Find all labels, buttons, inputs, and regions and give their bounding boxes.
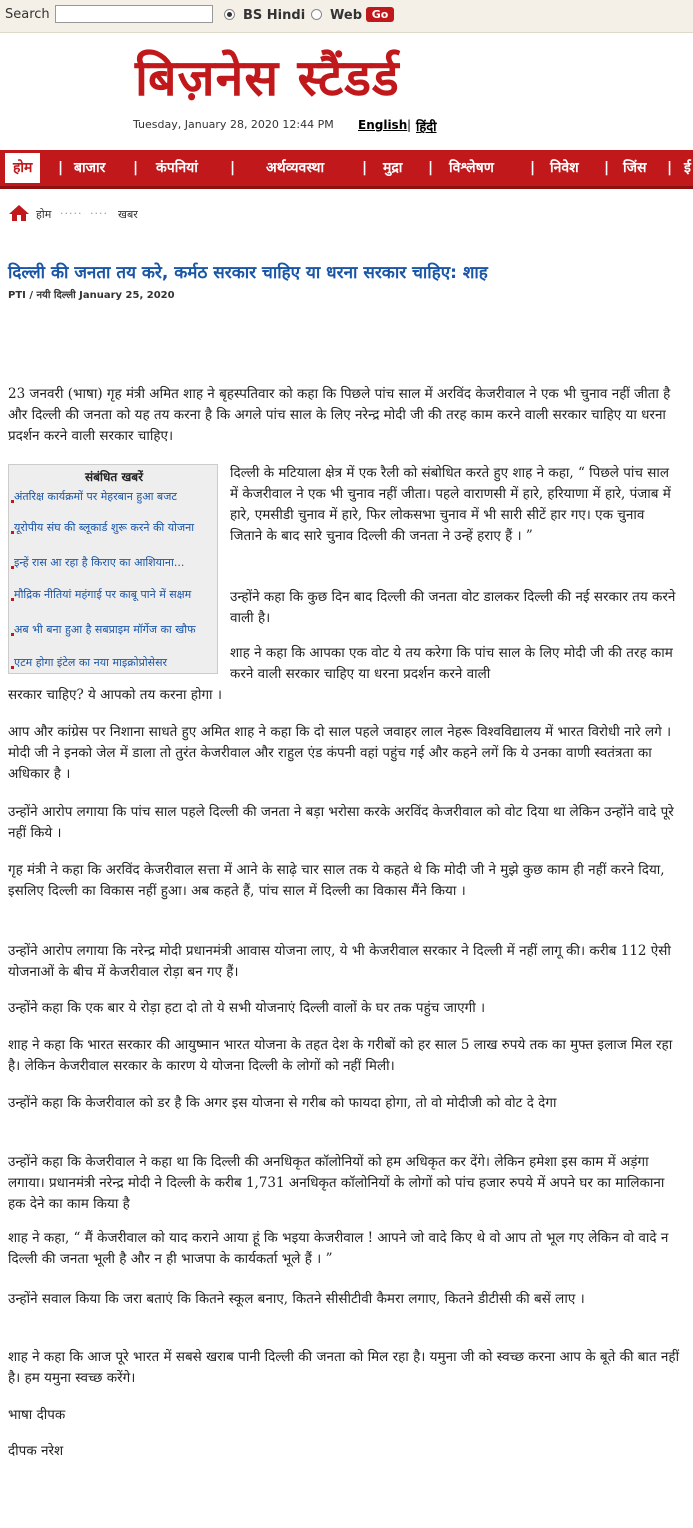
article-paragraph: उन्होंने आरोप लगाया कि नरेन्द्र मोदी प्रधानमंत्री आवास योजना लाए, ये भी केजरीवाल सरकार ने दिल्ली में नहीं लागू की। करीब 112 ऐसी योजनाओं के बीच में केजरीवाल रोड़ा बन गए हैं।	[8, 943, 671, 980]
article-byline: PTI / नयी दिल्ली January 25, 2020	[8, 290, 175, 301]
related-news-link[interactable]: यूरोपीय संघ की ब्लूकार्ड शुरू करने की योजना	[14, 520, 217, 535]
nav-investment[interactable]: निवेश	[550, 160, 579, 176]
nav-separator: |	[428, 160, 434, 176]
article-paragraph: शाह ने कहा कि आपका एक वोट ये तय करेगा कि पांच साल के लिए मोदी जी की तरह काम करने वाली सरकार चाहिए या धरना प्रदर्शन करने वाली	[230, 645, 673, 682]
nav-economy[interactable]: अर्थव्यवस्था	[266, 160, 325, 176]
related-news-link[interactable]: अंतरिक्ष कार्यक्रमों पर मेहरबान हुआ बजट	[14, 489, 217, 504]
article-paragraph: आप और कांग्रेस पर निशाना साधते हुए अमित शाह ने कहा कि दो साल पहले जवाहर लाल नेहरू विश्वविद्यालय में भारत विरोधी नारे लगे । मोदी जी ने इनको जेल में डाला तो तुरंत केजरीवाल और राहुल एंड कंपनी वहां पहुंच गई और कहने लगें कि ये उनका वाणी स्वतंत्रता का अधिकार है ।	[8, 724, 672, 782]
lang-separator: |	[407, 118, 412, 132]
article-paragraph: उन्होंने कहा कि केजरीवाल को डर है कि अगर इस योजना से गरीब को फायदा होगा, तो वो मोदीजी को वोट दे देगा	[8, 1095, 557, 1111]
article-paragraph: उन्होंने आरोप लगाया कि पांच साल पहले दिल्ली की जनता ने बड़ा भरोसा करके अरविंद केजरीवाल को वोट दिया था लेकिन उन्होंने वादे पूरे नहीं किये ।	[8, 804, 674, 841]
related-news-link[interactable]: एटम होगा इंटेल का नया माइक्रोप्रोसेसर	[14, 655, 217, 670]
article-paragraph: गृह मंत्री ने कहा कि अरविंद केजरीवाल सत्ता में आने के साढ़े चार साल तक ये कहते थे कि मोदी जी ने मुझे कुछ काम ही नहीं करने दिया, इसलिए दिल्ली का विकास नहीं हुआ। अब कहते हैं, पांच साल में दिल्ली का विकास मैंने किया ।	[8, 862, 665, 899]
nav-separator: |	[530, 160, 536, 176]
breadcrumb-home[interactable]: होम	[36, 208, 52, 221]
site-logo[interactable]: बिज़नेस स्टैंडर्ड	[135, 48, 400, 107]
related-news-link[interactable]: मौद्रिक नीतियां महंगाई पर काबू पाने में सक्षम	[14, 587, 217, 602]
article-paragraph: उन्होंने कहा कि एक बार ये रोड़ा हटा दो तो ये सभी योजनाएं दिल्ली वालों के घर तक पहुंच जाएगी ।	[8, 1000, 486, 1016]
related-news-box	[8, 464, 218, 674]
main-nav	[0, 150, 693, 189]
nav-separator: |	[230, 160, 236, 176]
nav-commodities[interactable]: जिंस	[623, 160, 647, 176]
breadcrumb-dots: ·····	[60, 207, 83, 220]
article-paragraph: शाह ने कहा कि भारत सरकार की आयुष्मान भारत योजना के तहत देश के गरीबों को हर साल 5 लाख रुपये तक का मुफ्त इलाज मिल रहा है। लेकिन केजरीवाल सरकार के कारण ये योजना दिल्ली के लोगों को नहीं मिली।	[8, 1037, 673, 1074]
date-time: Tuesday, January 28, 2020 12:44 PM	[133, 118, 334, 131]
article-paragraph: सरकार चाहिए? ये आपको तय करना होगा ।	[8, 687, 222, 703]
related-news-title: संबंधित खबरें	[84, 470, 144, 484]
search-input[interactable]	[55, 5, 213, 23]
breadcrumb-current: खबर	[118, 208, 138, 221]
nav-separator: |	[58, 160, 64, 176]
radio-web[interactable]	[311, 9, 322, 20]
breadcrumb-dots: ····	[90, 207, 108, 220]
go-button[interactable]: Go	[366, 7, 394, 22]
search-label: Search	[5, 7, 50, 22]
nav-currency[interactable]: मुद्रा	[383, 160, 403, 176]
article-signoff: भाषा दीपक	[8, 1407, 66, 1423]
article-paragraph: उन्होंने कहा कि केजरीवाल ने कहा था कि दिल्ली की अनधिकृत कॉलोनियों को हम अधिकृत कर देंगे। लेकिन हमेशा इस काम में अड़ंगा लगाया। प्रधानमंत्री नरेन्द्र मोदी ने दिल्ली के करीब 1,731 अनधिकृत कॉलोनियों के लोगों को पांच हजार रुपये में अपने घर का मालिकाना हक देने का काम किया है	[8, 1154, 665, 1212]
nav-home[interactable]: होम	[5, 153, 40, 183]
article-paragraph: उन्होंने कहा कि कुछ दिन बाद दिल्ली की जनता वोट डालकर दिल्ली की नई सरकार तय करने वाली है।	[230, 589, 676, 626]
radio-bs-hindi-label[interactable]: BS Hindi	[243, 8, 306, 23]
lang-english-link[interactable]: English	[358, 118, 408, 132]
related-news-link[interactable]: इन्हें रास आ रहा है किराए का आशियाना...	[14, 555, 217, 570]
search-bar	[0, 0, 693, 33]
nav-market[interactable]: बाजार	[74, 160, 106, 176]
nav-more[interactable]: ई	[684, 160, 691, 176]
article-paragraph: दिल्ली के मटियाला क्षेत्र में एक रैली को संबोधित करते हुए शाह ने कहा, “ पिछले पांच साल में केजरीवाल ने एक भी चुनाव नहीं जीता। पहले वाराणसी में हारे, हरियाणा में हारे, पंजाब में हारे, एमसीडी चुनाव में हारे, फिर लोकसभा चुनाव में भी सारी सीटें हार गए। एक चुनाव जिताने के बाद सारे चुनाव दिल्ली की जनता ने उन्हें हराए हैं । ”	[230, 465, 671, 544]
home-icon[interactable]	[8, 204, 30, 222]
article-headline: दिल्ली की जनता तय करे, कर्मठ सरकार चाहिए या धरना सरकार चाहिए: शाह	[8, 263, 488, 283]
radio-web-label[interactable]: Web	[330, 8, 362, 23]
article-paragraph: शाह ने कहा, “ मैं केजरीवाल को याद कराने आया हूं कि भइया केजरीवाल ! आपने जो वादे किए थे वो आप तो भूल गए लेकिन वो वादे न दिल्ली की जनता भूली है और न ही भाजपा के कार्यकर्ता भूले हैं । ”	[8, 1230, 669, 1267]
article-intro: 23 जनवरी (भाषा) गृह मंत्री अमित शाह ने बृहस्पतिवार को कहा कि पिछले पांच साल में अरविंद केजरीवाल ने एक भी चुनाव नहीं जीता है और दिल्ली की जनता को यह तय करना है कि अगले पांच साल के लिए नरेन्द्र मोदी जी की तरह काम करने वाली सरकार चाहिए या धरना प्रदर्शन करने वाली सरकार चाहिए।	[8, 386, 671, 444]
nav-separator: |	[362, 160, 368, 176]
radio-bs-hindi[interactable]	[224, 9, 235, 20]
nav-analysis[interactable]: विश्लेषण	[449, 160, 494, 176]
nav-separator: |	[667, 160, 673, 176]
article-signoff: दीपक नरेश	[8, 1443, 64, 1459]
nav-separator: |	[604, 160, 610, 176]
nav-separator: |	[133, 160, 139, 176]
lang-hindi-link[interactable]: हिंदी	[416, 120, 437, 135]
article-paragraph: उन्होंने सवाल किया कि जरा बताएं कि कितने स्कूल बनाए, कितने सीसीटीवी कैमरा लगाए, कितने डीटीसी की बसें लाए ।	[8, 1291, 585, 1307]
article-paragraph: शाह ने कहा कि आज पूरे भारत में सबसे खराब पानी दिल्ली की जनता को मिल रहा है। यमुना जी को स्वच्छ करना आप के बूते की बात नहीं है। हम यमुना स्वच्छ करेंगे।	[8, 1349, 680, 1386]
related-news-link[interactable]: अब भी बना हुआ है सबप्राइम मॉर्गेज का खौफ	[14, 622, 217, 637]
nav-companies[interactable]: कंपनियां	[156, 160, 198, 176]
